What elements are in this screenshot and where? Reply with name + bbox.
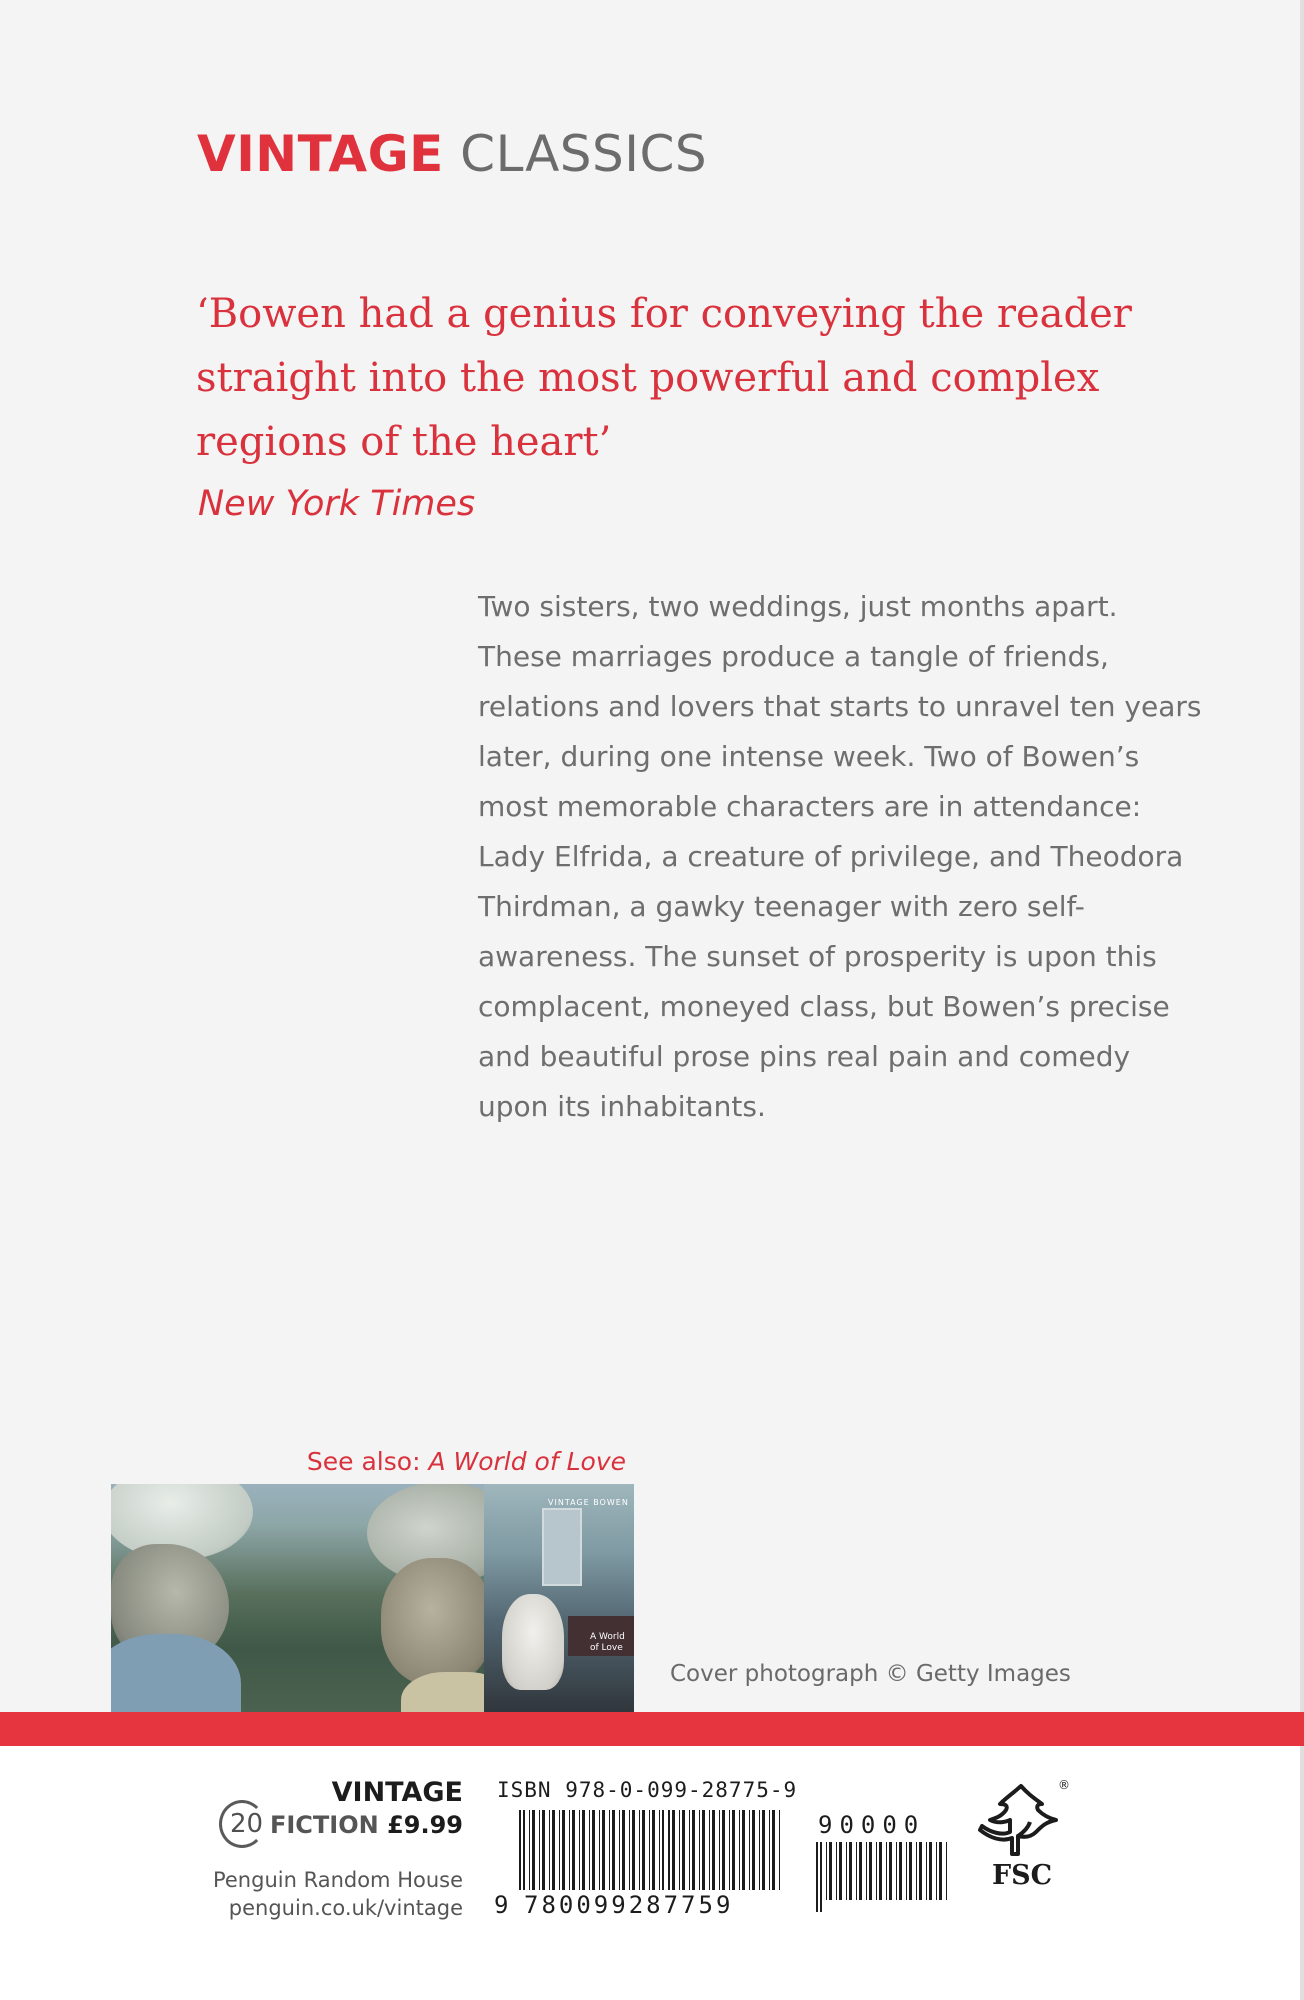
blurb-line: awareness. The sunset of prosperity is upon this — [478, 940, 1157, 973]
barcode-first-digit: 9 — [494, 1891, 509, 1919]
price: £9.99 — [387, 1811, 463, 1839]
thumbnail-title: A World of Love — [590, 1632, 625, 1653]
category: FICTION — [269, 1811, 379, 1839]
photo-credit: Cover photograph © Getty Images — [670, 1661, 1071, 1687]
addon-digits: 90000 — [818, 1811, 926, 1839]
blurb-line: Thirdman, a gawky teenager with zero self- — [478, 890, 1085, 923]
see-also-prefix: See also: — [306, 1447, 421, 1476]
see-also — [307, 1445, 626, 1479]
price-imprint: VINTAGE — [331, 1777, 463, 1808]
thumbnail-series: VINTAGE BOWEN — [548, 1498, 629, 1507]
publisher-name: Penguin Random House — [212, 1868, 463, 1892]
price-line — [270, 1808, 463, 1842]
fsc-registered-mark: ® — [1058, 1778, 1070, 1792]
blurb-line: Two sisters, two weddings, just months apart. — [478, 590, 1118, 623]
imprint-classics: CLASSICS — [460, 125, 708, 183]
face-shape — [381, 1558, 484, 1686]
isbn-label: ISBN 978-0-099-28775-9 — [497, 1778, 798, 1802]
figure-shape — [502, 1594, 564, 1690]
review-quote: ‘Bowen had a genius for conveying the reader straight into the most powerful and complex regions of the heart’ — [196, 291, 1132, 465]
series-imprint — [197, 124, 707, 184]
blurb — [478, 582, 1218, 1132]
fsc-label: FSC — [992, 1860, 1053, 1891]
addon-barcode-icon — [816, 1842, 950, 1912]
publisher-website: penguin.co.uk/vintage — [228, 1896, 463, 1920]
window-shape — [542, 1508, 582, 1586]
blurb-line: upon its inhabitants. — [478, 1090, 766, 1123]
clothing-shape — [111, 1634, 241, 1712]
publisher-info — [213, 1866, 463, 1922]
red-band — [0, 1712, 1304, 1746]
fsc-tree-icon — [976, 1780, 1066, 1860]
quote-source: New York Times — [198, 484, 476, 524]
blurb-line: Lady Elfrida, a creature of privilege, and Theodora — [478, 840, 1184, 873]
blurb-line: complacent, moneyed class, but Bowen’s precise — [478, 990, 1170, 1023]
blurb-line: and beautiful prose pins real pain and comedy — [478, 1040, 1131, 1073]
see-also-title: A World of Love — [428, 1447, 626, 1476]
page-edge — [1300, 0, 1304, 2000]
anniversary-20-icon: 20 — [219, 1800, 265, 1848]
barcode-icon — [519, 1810, 783, 1890]
blurb-line: most memorable characters are in attendance: — [478, 790, 1142, 823]
imprint-vintage: VINTAGE — [197, 125, 444, 183]
cover-photograph — [111, 1484, 484, 1712]
blurb-line: later, during one intense week. Two of Bowen’s — [478, 740, 1140, 773]
blurb-line: These marriages produce a tangle of friends, — [478, 640, 1109, 673]
blurb-line: relations and lovers that starts to unravel ten years — [478, 690, 1202, 723]
barcode-digits: 780099287759 — [524, 1891, 734, 1919]
related-book-thumbnail — [484, 1484, 634, 1712]
